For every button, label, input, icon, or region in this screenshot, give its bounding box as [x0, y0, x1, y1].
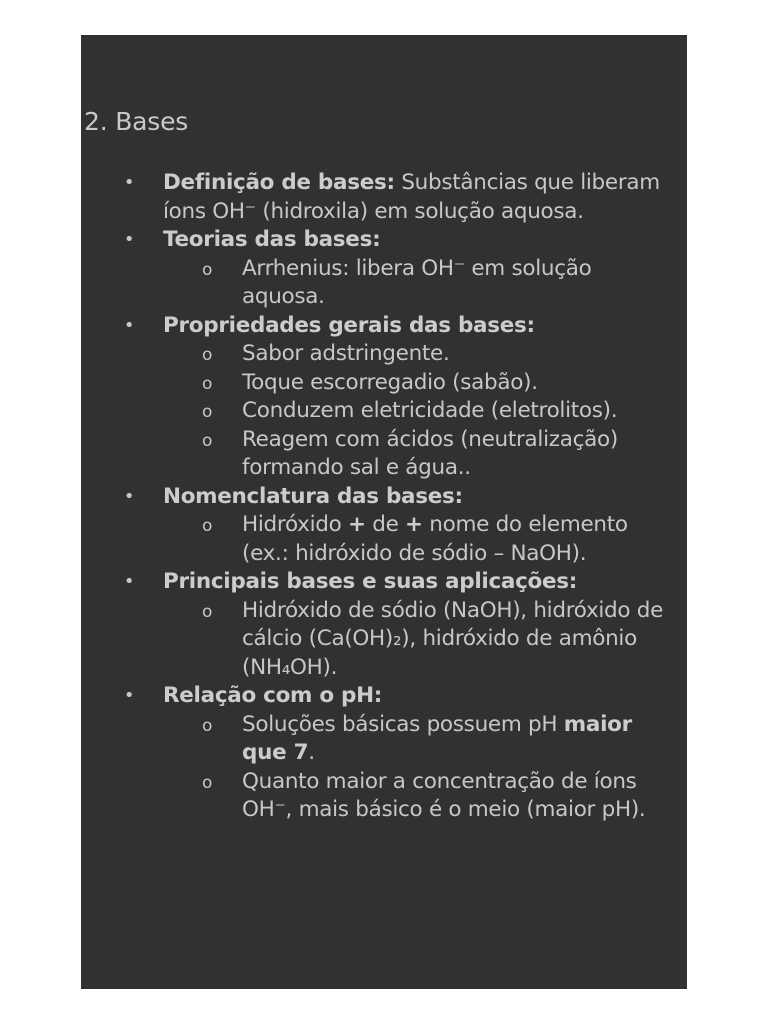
- list-item-propriedades: [81, 312, 687, 341]
- document-page: [81, 35, 687, 989]
- sub-item-text: Hidróxido: [242, 512, 348, 537]
- sub-list-item: [81, 426, 677, 483]
- circle-marker-icon: o: [201, 601, 213, 622]
- circle-marker-icon: o: [201, 402, 213, 422]
- list-item-teorias: [81, 226, 687, 255]
- bullet-icon: •: [123, 571, 135, 592]
- sub-item-text: Quanto maior a concentração de íons OH⁻, mais básico é o meio (maior pH).: [242, 768, 646, 822]
- sub-item-text: Conduzem eletricidade (eletrolitos).: [242, 398, 618, 423]
- list-item-definicao: [81, 169, 687, 226]
- list-item-ph-sub: [81, 711, 687, 825]
- item-title: Propriedades gerais das bases:: [163, 312, 535, 338]
- circle-marker-icon: o: [201, 259, 213, 280]
- sub-list-item: [81, 597, 677, 683]
- list-item-teorias-sub: [81, 255, 687, 312]
- sub-item-text: .: [308, 740, 315, 765]
- circle-marker-icon: o: [201, 715, 213, 736]
- item-title: Nomenclatura das bases:: [163, 483, 463, 509]
- sub-item-text: nome do elemento (ex.: hidróxido de sódio – NaOH).: [242, 512, 628, 566]
- list-item-nomenclatura: [81, 483, 687, 512]
- sub-item-text: Soluções básicas possuem pH: [242, 711, 564, 737]
- sub-list-item: [81, 768, 677, 825]
- sub-item-text: Sabor adstringente.: [242, 341, 450, 366]
- item-text: Substâncias que liberam íons OH⁻ (hidroxila) em solução aquosa.: [163, 170, 660, 224]
- sub-list-item: [81, 511, 677, 568]
- circle-marker-icon: o: [201, 516, 213, 536]
- sub-list-item: [81, 369, 677, 398]
- bullet-icon: •: [123, 229, 135, 250]
- item-title: Principais bases e suas aplicações:: [163, 569, 578, 594]
- list-item-principais-sub: [81, 597, 687, 683]
- sub-item-text: Hidróxido de sódio (NaOH), hidróxido de cálcio (Ca(OH)₂), hidróxido de amônio (NH₄OH).: [242, 597, 664, 680]
- list-item-ph: [81, 682, 687, 711]
- sub-item-text: Reagem com ácidos (neutralização) formando sal e água..: [242, 426, 618, 480]
- list-item-principais: [81, 568, 687, 597]
- item-title: Relação com o pH:: [163, 683, 383, 708]
- sub-list: [81, 511, 677, 568]
- plus-sign: +: [347, 512, 366, 537]
- circle-marker-icon: o: [201, 772, 213, 793]
- circle-marker-icon: o: [201, 430, 213, 451]
- list-item-nomenclatura-sub: [81, 511, 687, 568]
- emphasis-text: maior que 7: [242, 711, 632, 765]
- sub-list: [81, 340, 677, 483]
- bullet-icon: •: [123, 685, 135, 706]
- bullet-icon: •: [123, 172, 135, 193]
- item-title: Definição de bases:: [163, 170, 395, 195]
- section-heading: 2. Bases: [84, 107, 189, 136]
- item-title: Teorias das bases:: [163, 227, 381, 252]
- circle-marker-icon: o: [201, 373, 213, 394]
- sub-item-text: de: [365, 512, 406, 537]
- sub-list: [81, 711, 677, 825]
- sub-list-item: [81, 397, 677, 426]
- sub-list-item: [81, 255, 677, 312]
- sub-list-item: [81, 711, 677, 768]
- sub-list: [81, 597, 677, 683]
- bases-topic-list: [81, 169, 687, 825]
- list-item-propriedades-sub: [81, 340, 687, 483]
- circle-marker-icon: o: [201, 345, 213, 365]
- bullet-icon: •: [123, 485, 135, 507]
- sub-item-text: Toque escorregadio (sabão).: [242, 369, 538, 395]
- sub-item-text: Arrhenius: libera OH⁻ em solução aquosa.: [242, 255, 592, 309]
- plus-sign: +: [405, 512, 423, 537]
- bullet-icon: •: [123, 314, 135, 336]
- sub-list: [81, 255, 677, 312]
- sub-list-item: [81, 340, 677, 369]
